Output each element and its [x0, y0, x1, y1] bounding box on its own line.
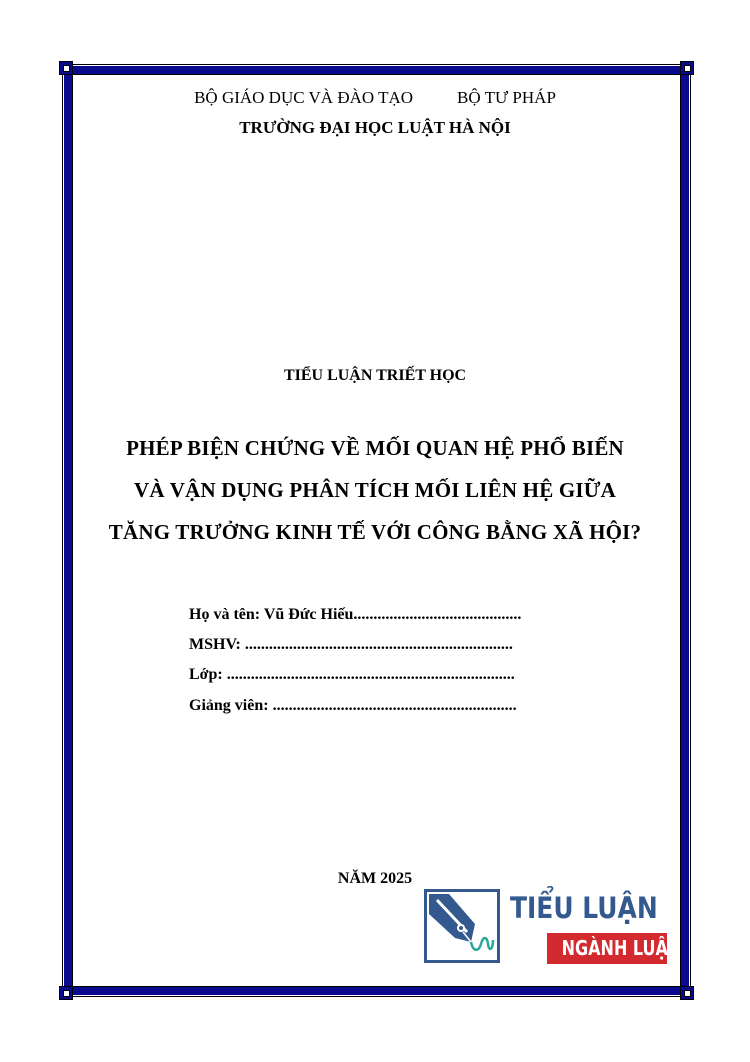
- student-name-label: Họ và tên: Vũ Đức Hiếu: [189, 606, 354, 623]
- border-corner-top-left: [59, 61, 73, 75]
- class-label: Lớp:: [189, 666, 227, 683]
- year-label: NĂM 2025: [337, 870, 413, 887]
- ministry-justice: BỘ TƯ PHÁP: [457, 88, 556, 107]
- lecturer-field: [189, 697, 535, 715]
- student-id-label: MSHV:: [189, 636, 245, 653]
- fill-dots: ..........................................: [353, 606, 522, 623]
- logo-badge: NGÀNH LUẬT: [547, 933, 667, 964]
- logo-title: TIỂU LUẬN: [510, 891, 658, 925]
- border-corner-top-right: [680, 61, 694, 75]
- essay-title-line-1: PHÉP BIỆN CHỨNG VỀ MỐI QUAN HỆ PHỔ BIẾN: [126, 436, 624, 460]
- essay-subject: TIỂU LUẬN TRIẾT HỌC: [283, 367, 467, 384]
- essay-title-line-2: VÀ VẬN DỤNG PHÂN TÍCH MỐI LIÊN HỆ GIỮA: [133, 478, 617, 502]
- essay-title-line-3: TĂNG TRƯỞNG KINH TẾ VỚI CÔNG BẰNG XÃ HỘI?: [108, 520, 642, 544]
- student-name-field: [189, 606, 525, 624]
- fill-dots: ........................................................................: [226, 666, 515, 683]
- tieu-luan-nganh-luat-logo: [424, 889, 679, 965]
- fill-dots: .............................................................: [272, 697, 517, 714]
- fill-dots: ...................................................................: [244, 636, 513, 653]
- fountain-pen-icon: [424, 889, 500, 963]
- school-name: TRƯỜNG ĐẠI HỌC LUẬT HÀ NỘI: [239, 118, 511, 137]
- student-id-field: [189, 636, 550, 654]
- border-corner-bottom-right: [680, 986, 694, 1000]
- lecturer-label: Giảng viên:: [189, 697, 273, 714]
- class-field: [189, 666, 540, 684]
- ministry-header: [0, 88, 750, 108]
- border-corner-bottom-left: [59, 986, 73, 1000]
- ministry-education: BỘ GIÁO DỤC VÀ ĐÀO TẠO: [194, 88, 414, 107]
